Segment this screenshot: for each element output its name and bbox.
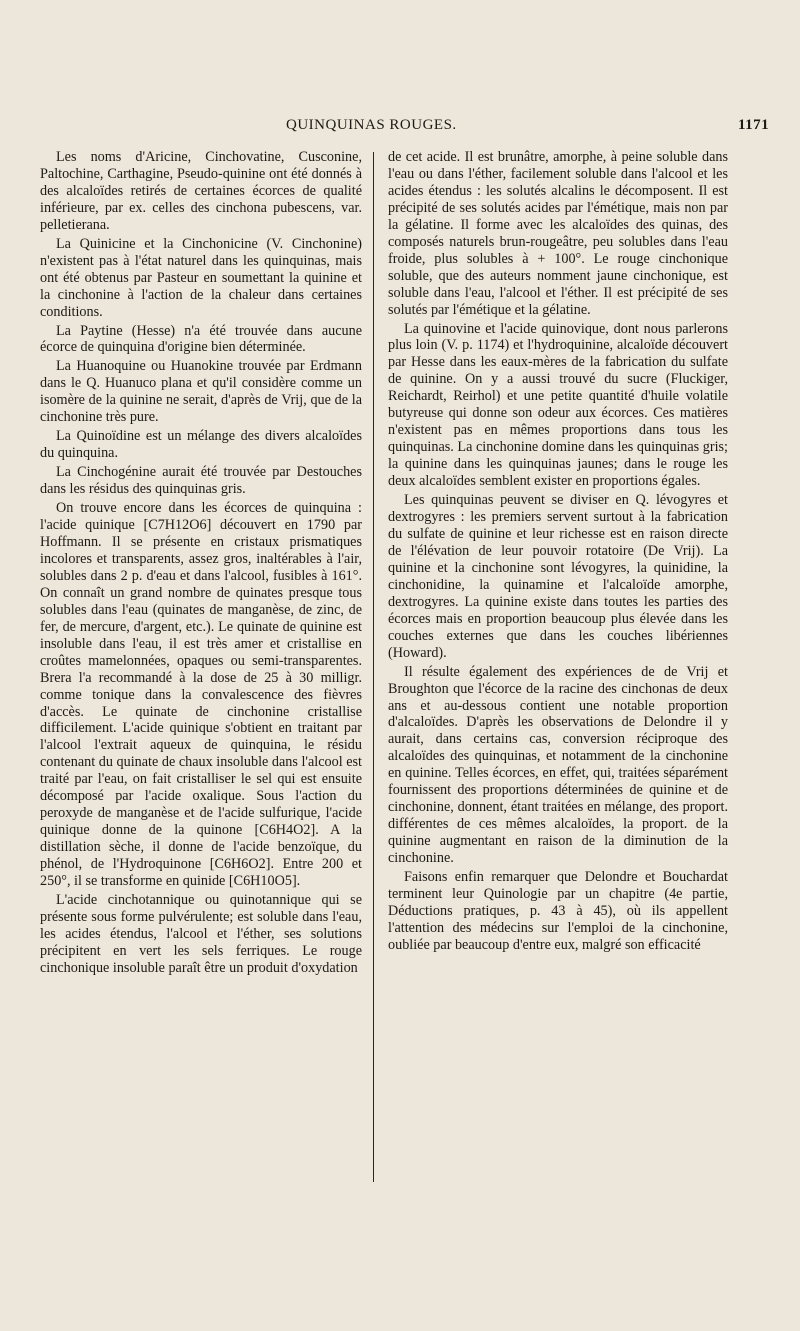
column-divider (373, 152, 374, 1182)
paragraph-quinoidine: La Quinoïdine est un mélange des divers alcaloïdes du quinquina. (40, 428, 362, 462)
paragraph-aricine: Les noms d'Aricine, Cinchovatine, Cusconine, Paltochine, Carthagine, Pseudo-quinine ont été donnés à des alcaloïdes retirés de certaines écorces de qualité inférieure, par ex. celles des cinchona pubescens, var. pelletierana. (40, 149, 362, 233)
running-title: QUINQUINAS ROUGES. (286, 117, 457, 133)
paragraph-broughton: Il résulte également des expériences de de Vrij et Broughton que l'écorce de la racine des cinchonas de deux ans et au-dessous contient une notable proportion d'alcaloïdes. D'après les observations de Delondre il y aurait, dans certains cas, conversion réciproque des alcaloïdes des quinquinas, et notamment de la cinchonine en quinine. Telles écorces, en effet, qui, traitées séparément fournissent des proportions déterminées de quinine et de cinchonine, donnent, étant traitées en mélange, des proport. différentes de ces mêmes alcaloïdes, la proport. de la quinine augmentant en raison de la diminution de la cinchonine. (388, 663, 728, 867)
paragraph-acide-cinchotannique: L'acide cinchotannique ou quinotannique qui se présente sous forme pulvérulente; est soluble dans l'eau, les acides étendus, l'alcool et l'éther, ses solutions précipitent en vert les sels ferriques. Le rouge cinchonique insoluble paraît être un produit d'oxydation (40, 891, 362, 976)
paragraph-rouge-cinchonique: de cet acide. Il est brunâtre, amorphe, à peine soluble dans l'eau ou dans l'éther, facilement soluble dans l'alcool et les acides étendus : les solutés alcalins le décomposent. Il est précipité de ses solutés acides par l'émétique, mais non par la gélatine. Il forme avec les alcaloïdes des quinas, des composés naturels brun-rougeâtre, peu solubles dans l'eau froide, plus solubles à + 100°. Le rouge cinchonique soluble, que des auteurs nomment jaune cinchonique, est soluble dans l'eau, l'alcool et l'éther. Il est précipité de ses solutés par l'émétique et la gélatine. (388, 149, 728, 318)
paragraph-cinchogenine: La Cinchogénine aurait été trouvée par Destouches dans les résidus des quinquinas gris. (40, 464, 362, 498)
paragraph-delondre-bouchardat: Faisons enfin remarquer que Delondre et Bouchardat terminent leur Quinologie par un chapitre (4e partie, Déductions pratiques, p. 43 à 45), où ils appellent l'attention des médecins sur l'emploi de la cinchonine, oubliée par beaucoup d'entre eux, malgré son efficacité (388, 869, 728, 953)
page-number: 1171 (738, 117, 770, 133)
paragraph-huanoquine: La Huanoquine ou Huanokine trouvée par Erdmann dans le Q. Huanuco plana et qu'il considère comme un isomère de la quinine ne serait, d'après de Vrij, que de la cinchonine très pure. (40, 358, 362, 426)
paragraph-acide-quinique: On trouve encore dans les écorces de quinquina : l'acide quinique [C7H12O6] découvert en 1790 par Hoffmann. Il se présente en cristaux prismatiques incolores et transparents, assez gros, inaltérables à l'air, solubles dans 2 p. d'eau et dans l'alcool, fusibles à 161°. On connaît un grand nombre de quinates presque tous solubles dans l'eau (quinates de manganèse, de zinc, de fer, de mercure, d'argent, etc.). Le quinate de quinine est insoluble dans l'eau, il est très amer et cristallise en croûtes mamelonnées, opaques ou semi-transparentes. Brera l'a recommandé à la dose de 25 à 30 milligr. comme tonique dans la convalescence des fièvres d'accès. Le quinate de cinchonine cristallise difficilement. L'acide quinique s'obtient en traitant par l'alcool l'extrait aqueux de quinquina, le résidu contenant du quinate de chaux insoluble dans l'alcool est traité par l'eau, on fait cristalliser le sel qui est ensuite décomposé par l'acide oxalique. Sous l'action du peroxyde de manganèse et de l'acide sulfurique, l'acide quinique donne de la quinone [C6H4O2]. A la distillation sèche, il donne de l'acide benzoïque, du phénol, de l'Hydroquinone [C6H6O2]. Entre 200 et 250°, il se transforme en quinide [C6H10O5]. (40, 500, 362, 890)
page-header (0, 117, 800, 137)
paragraph-quinovine: La quinovine et l'acide quinovique, dont nous parlerons plus loin (V. p. 1174) et l'hydroquinine, alcaloïde découvert par Hesse dans les eaux-mères de la fabrication du sulfate de quinine. On y a aussi trouvé du sucre (Fluckiger, Reichardt, Reirhol) et une petite quantité d'huile volatile butyreuse qui donne son odeur aux écorces. Ces matières n'existent pas en mêmes proportions dans tous les quinquinas. La cinchonine domine dans les quinquinas gris; la quinine dans les quinquinas jaunes; dans le rouge les deux alcaloïdes semblent exister en proportions égales. (388, 320, 728, 490)
left-column (40, 149, 362, 979)
paragraph-quinicine: La Quinicine et la Cinchonicine (V. Cinchonine) n'existent pas à l'état naturel dans les quinquinas, mais ont été obtenus par Pasteur en soumettant la quinine et la cinchonine à l'action de la chaleur dans certaines conditions. (40, 235, 362, 320)
right-column (388, 149, 728, 956)
paragraph-levogyres: Les quinquinas peuvent se diviser en Q. lévogyres et dextrogyres : les premiers servent surtout à la fabrication du sulfate de quinine et leur richesse est en raison directe de l'élévation de leur pouvoir rotatoire (De Vrij). La quinine et la cinchonine sont lévogyres, la quinidine, la cinchonidine, la quinamine et l'alcaloïde amorphe, dextrogyres. La quinine existe dans toutes les parties des écorces mais en proportion beaucoup plus élevée dans les couches externes que dans les couches libériennes (Howard). (388, 492, 728, 661)
paragraph-paytine: La Paytine (Hesse) n'a été trouvée dans aucune écorce de quinquina d'origine bien déterminée. (40, 322, 362, 356)
